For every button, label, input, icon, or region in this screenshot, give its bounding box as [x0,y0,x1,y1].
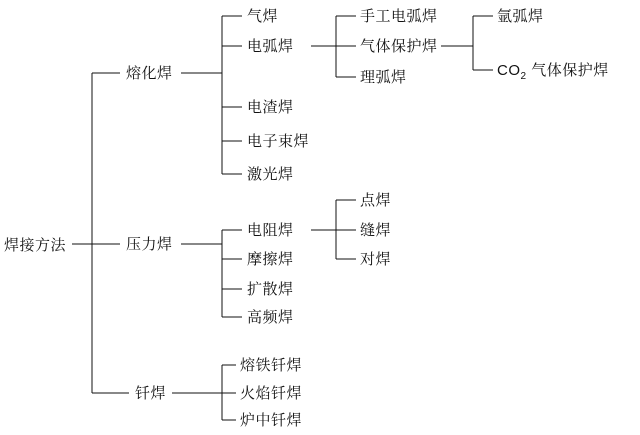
node-level2-electroslag: 电渣焊 [247,99,294,116]
node-level2-high-frequency: 高频焊 [247,309,294,326]
node-level3-seam: 缝焊 [360,222,392,239]
node-level2-laser: 激光焊 [247,166,294,183]
node-level2-electron-beam: 电子束焊 [247,133,310,150]
node-root: 焊接方法 [4,237,67,254]
node-level2-diffusion: 扩散焊 [247,281,294,298]
node-level3-butt: 对焊 [360,251,392,268]
node-level1-melting: 熔化焊 [126,65,173,82]
node-level2-friction: 摩擦焊 [247,251,294,268]
node-level4-argon-arc: 氩弧焊 [497,8,544,25]
node-level1-pressure: 压力焊 [126,236,173,253]
node-level2-furnace-brazing: 炉中钎焊 [240,412,303,429]
node-level2-gas-welding: 气焊 [247,8,279,25]
node-level3-manual-arc: 手工电弧焊 [360,8,438,25]
node-level3-gas-shielded: 气体保护焊 [360,38,438,55]
node-level2-iron-brazing: 熔铁钎焊 [240,357,303,374]
node-level2-arc-welding: 电弧焊 [247,38,294,55]
node-level3-submerged-arc: 理弧焊 [360,69,407,86]
node-level2-flame-brazing: 火焰钎焊 [240,385,303,402]
node-level4-co2-shielded: $CO_2$ 气体保护焊 [497,62,609,82]
node-level3-spot: 点焊 [360,192,392,209]
node-level2-resistance: 电阻焊 [247,222,294,239]
node-level1-brazing: 钎焊 [135,385,167,402]
